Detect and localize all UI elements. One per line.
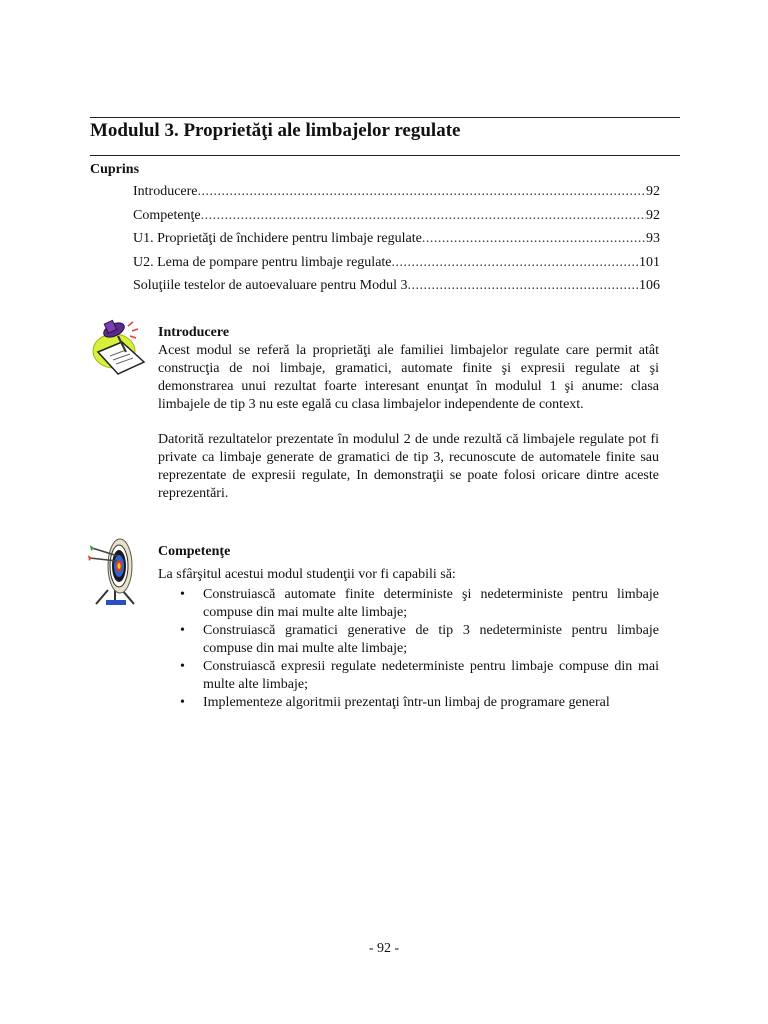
archery-target-icon: [86, 534, 148, 608]
list-item: [158, 658, 659, 693]
toc-entry-page: 93: [646, 231, 660, 246]
toc-entry-page: 92: [646, 184, 660, 199]
competente-intro: La sfârşitul acestui modul studenţii vor fi capabili să:: [158, 567, 456, 582]
toc-leader-dots: [422, 231, 646, 247]
toc-entry-page: 101: [639, 254, 660, 270]
introducere-paragraph-2: Datorită rezultatelor prezentate în modulul 2 de unde rezultă că limbajele regulate pot fi private ca limbaje generate de gramatici de tip 3, recunoscute de automatele finite sau reprezentate de expresii regulate, In demonstraţii se poate folosi oricare dintre aceste reprezentări.: [158, 432, 659, 501]
list-item-text: Construiască gramatici generative de tip 3 nedeterministe pentru limbaje compuse din mai multe alte limbaje;: [203, 623, 659, 656]
toc-entry-page: 92: [646, 207, 660, 223]
competente-title: Competenţe: [158, 544, 231, 559]
toc-leader-dots: [392, 255, 639, 271]
list-item-text: Implementeze algoritmii prezentaţi într-un limbaj de programare general: [203, 695, 610, 710]
list-item-text: Construiască expresii regulate nedeterministe pentru limbaje compuse din mai multe alte limbaje;: [203, 659, 659, 692]
toc-leader-dots: [198, 184, 646, 200]
toc-entry-u2[interactable]: [133, 255, 660, 279]
toc-entry-label: U2. Lema de pompare pentru limbaje regulate: [133, 254, 392, 270]
toc-leader-dots: [201, 208, 646, 224]
competente-list: [158, 586, 659, 713]
title-bottom-rule: [90, 155, 680, 156]
toc-entry-label: Competenţe: [133, 207, 201, 223]
toc-entry-u1[interactable]: [133, 231, 660, 255]
list-item-text: Construiască automate finite deterministe şi nedeterministe pentru limbaje compuse din mai multe alte limbaje;: [203, 587, 659, 620]
module-title: Modulul 3. Proprietăţi ale limbajelor regulate: [90, 120, 461, 141]
toc-entry-page: 106: [639, 278, 660, 293]
introducere-title: Introducere: [158, 325, 230, 340]
table-of-contents: [133, 184, 660, 302]
list-item: [158, 622, 659, 657]
list-item: [158, 586, 659, 621]
toc-entry-introducere[interactable]: [133, 184, 660, 208]
toc-leader-dots: [407, 278, 639, 294]
toc-entry-label: Soluţiile testelor de autoevaluare pentru Modul 3: [133, 278, 408, 293]
list-item: [158, 694, 659, 712]
page-number: - 92 -: [368, 941, 400, 956]
toc-heading: Cuprins: [90, 162, 140, 177]
bullet-icon: •: [180, 695, 185, 710]
bullet-icon: •: [180, 587, 185, 602]
bullet-icon: •: [180, 623, 185, 638]
introducere-paragraph-1: Acest modul se referă la proprietăţi ale familiei limbajelor regulate care permit atât construcţia de noi limbaje, gramatici, automate finite şi expresii regulate at şi demonstrarea unui rezultat foarte interesant enunţat în modulul 1 şi anume: clasa limbajele de tip 3 nu este egală cu clasa limbajelor independente de context.: [158, 343, 659, 412]
toc-entry-label: U1. Proprietăţi de închidere pentru limbaje regulate: [133, 231, 422, 246]
pushpin-note-icon: [88, 318, 156, 376]
bullet-icon: •: [180, 659, 185, 674]
toc-entry-competente[interactable]: [133, 208, 660, 232]
toc-entry-solutii[interactable]: [133, 278, 660, 302]
toc-entry-label: Introducere: [133, 184, 198, 199]
